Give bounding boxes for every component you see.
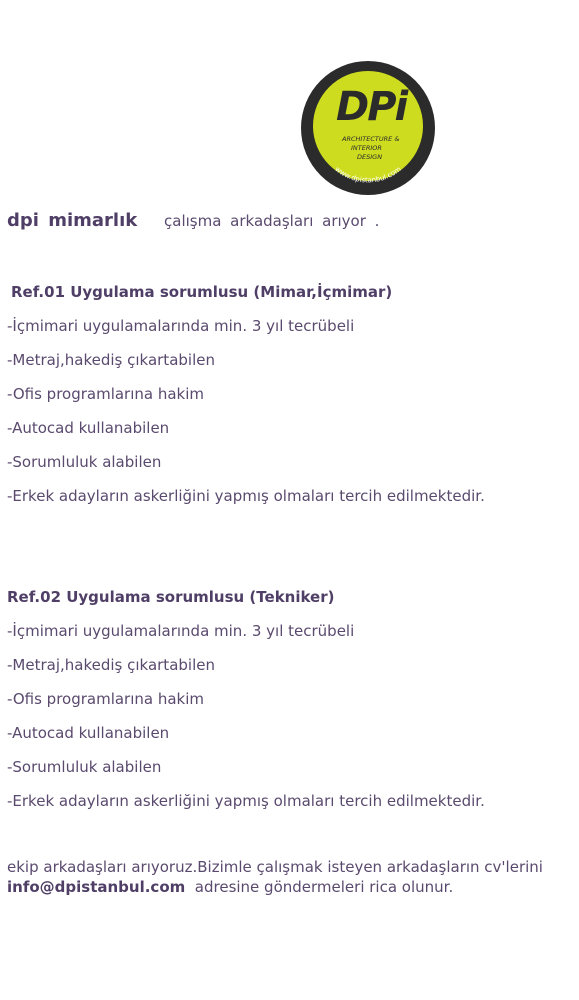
requirement-item: -Sorumluluk alabilen — [7, 758, 162, 776]
company-name: dpi mimarlık — [7, 210, 138, 231]
requirement-item: -Sorumluluk alabilen — [7, 453, 162, 471]
logo-url: www.dpistanbul.com — [333, 165, 403, 185]
requirement-item: -Autocad kullanabilen — [7, 419, 170, 437]
intro-line — [7, 210, 379, 231]
dpi-logo — [300, 60, 436, 196]
requirement-item: -Metraj,hakediş çıkartabilen — [7, 656, 215, 674]
requirement-item: -İçmimari uygulamalarında min. 3 yıl tecrübeli — [7, 317, 355, 335]
logo-tagline-3: DESIGN — [357, 153, 383, 161]
requirement-item: -Ofis programlarına hakim — [7, 385, 205, 403]
position-title-ref02: Ref.02 Uygulama sorumlusu (Tekniker) — [7, 588, 335, 606]
logo-mark: DPi — [336, 84, 407, 130]
requirement-item: -Ofis programlarına hakim — [7, 690, 205, 708]
application-note-text: adresine göndermeleri rica olunur. — [185, 878, 454, 896]
contact-email[interactable]: info@dpistanbul.com — [7, 878, 186, 896]
intro-text: çalışma arkadaşları arıyor . — [164, 212, 380, 230]
requirement-item: -İçmimari uygulamalarında min. 3 yıl tecrübeli — [7, 622, 355, 640]
application-note — [7, 857, 572, 897]
application-note-line2 — [7, 877, 572, 897]
requirement-item: -Autocad kullanabilen — [7, 724, 170, 742]
requirement-item: -Erkek adayların askerliğini yapmış olmaları tercih edilmektedir. — [7, 792, 485, 810]
position-title-ref01: Ref.01 Uygulama sorumlusu (Mimar,İçmimar) — [11, 283, 393, 301]
logo-tagline-2: INTERIOR — [351, 144, 382, 152]
requirement-item: -Erkek adayların askerliğini yapmış olmaları tercih edilmektedir. — [7, 487, 485, 505]
requirement-item: -Metraj,hakediş çıkartabilen — [7, 351, 215, 369]
logo-tagline-1: ARCHITECTURE & — [342, 135, 400, 143]
application-note-line1: ekip arkadaşları arıyoruz.Bizimle çalışmak isteyen arkadaşların cv'lerini — [7, 858, 543, 876]
